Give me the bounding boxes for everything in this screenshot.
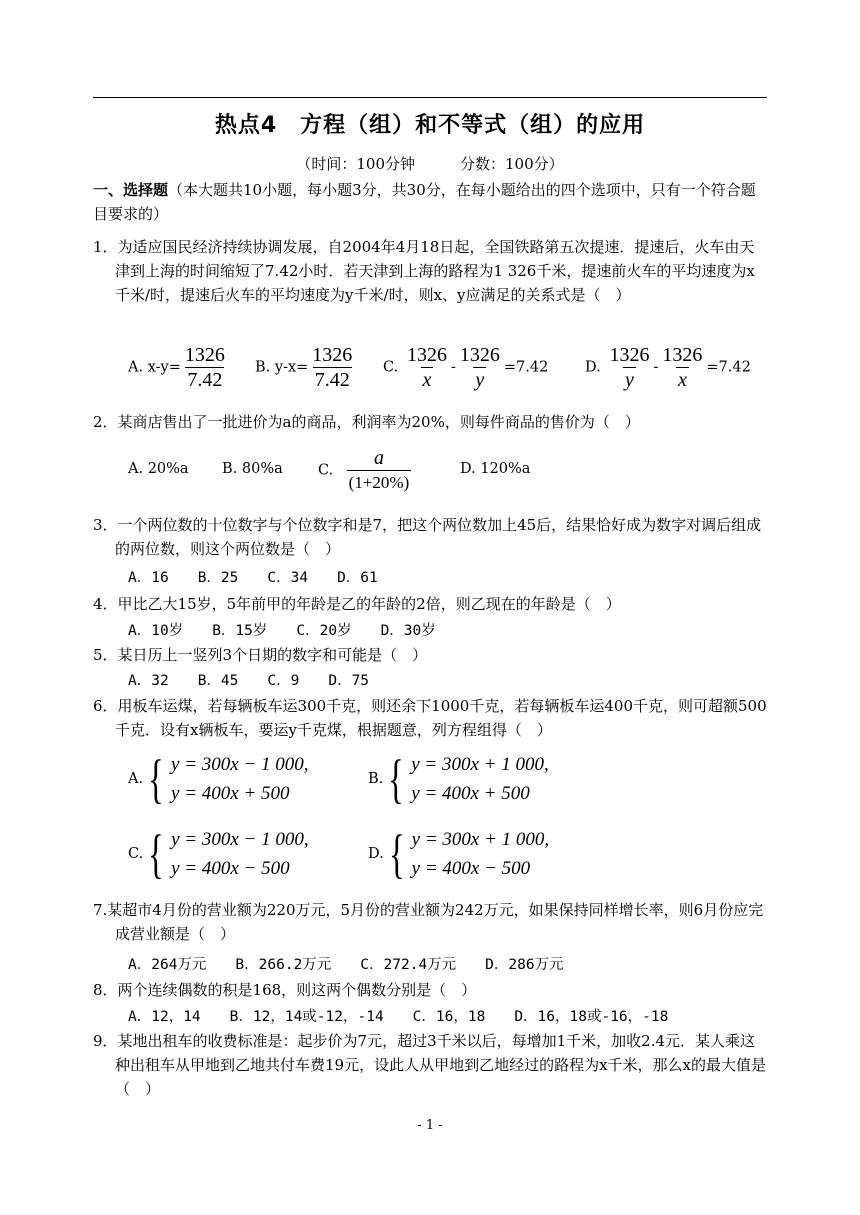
question-9: 9．某地出租车的收费标准是：起步价为7元，超过3千米以后，每增加1千米，加收2.4元．某人乘这种出租车从甲地到乙地共付车费19元，设此人从甲地到乙地经过的路程为x千米，那么x的最大值是（ ） [93, 1032, 767, 1098]
q6-option-a: A. { y = 300x − 1 000, y = 400x + 500 [128, 749, 309, 809]
left-brace-icon: { [148, 824, 164, 884]
section-title: 一、选择题 [93, 181, 169, 199]
question-4: 4．甲比乙大15岁，5年前甲的年龄是乙的年龄的2倍，则乙现在的年龄是（ ） [93, 595, 621, 613]
q2-option-d: D. 120%a [460, 461, 531, 477]
q4-options: A．10岁 B．15岁 C．20岁 D．30岁 [128, 623, 436, 639]
page-subtitle: （时间：100分钟 分数：100分） [296, 155, 564, 173]
page-number: - 1 - [417, 1118, 443, 1133]
section-desc: （本大题共10小题，每小题3分，共30分，在每小题给出的四个选项中，只有一个符合题目要求的） [93, 181, 756, 223]
question-8: 8．两个连续偶数的积是168，则这两个偶数分别是（ ） [93, 981, 477, 999]
question-5: 5．某日历上一竖列3个日期的数字和可能是（ ） [93, 646, 428, 664]
page-title: 热点4 方程（组）和不等式（组）的应用 [214, 113, 646, 138]
question-6: 6．用板车运煤，若每辆板车运300千克，则还余下1000千克，若每辆板车运400千克，则可超额500千克．设有x辆板车，要运y千克煤，根据题意，列方程组得（ ） [93, 697, 767, 739]
q6-option-c: C. { y = 300x − 1 000, y = 400x − 500 [128, 824, 309, 884]
question-2: 2．某商店售出了一批进价为a的商品，利润率为20%，则每件商品的售价为（ ） [93, 413, 640, 431]
q2-option-a: A. 20%a [128, 461, 189, 477]
section-heading [93, 178, 769, 226]
q1-option-b: B. y-x= $\frac{1326}{7.42}$ [255, 344, 353, 391]
q6-option-b: B. { y = 300x + 1 000, y = 400x + 500 [368, 749, 549, 809]
q2-option-b: B. 80%a [222, 461, 283, 477]
q3-options: A．16 B．25 C．34 D．61 [128, 570, 378, 586]
q2-option-c: C. $\frac{a}{(1+20\%)}$ [318, 446, 420, 495]
header-rule [93, 97, 767, 98]
q6-option-d: D. { y = 300x + 1 000, y = 400x − 500 [368, 824, 550, 884]
q5-options: A．32 B．45 C．9 D．75 [128, 673, 370, 689]
q1-option-a: A. x-y= $\frac{1326}{7.42}$ [128, 344, 225, 391]
question-1: 1．为适应国民经济持续协调发展，自2004年4月18日起，全国铁路第五次提速．提速后，火车由天津到上海的时间缩短了7.42小时．若天津到上海的路程为1 326千米，提速前火车的平均速度为x千米/时，提速后火车的平均速度为y千米/时，则x、y应满足的关系式是（ ） [93, 238, 755, 304]
q1-option-c: C. $\frac{1326}{x}$ - $\frac{1326}{y}$ =7.42 [383, 344, 549, 391]
left-brace-icon: { [148, 749, 164, 809]
question-7: 7.某超市4月份的营业额为220万元，5月份的营业额为242万元，如果保持同样增长率，则6月份应完成营业额是（ ） [93, 901, 764, 943]
q8-options: A．12，14 B．12，14或-12，-14 C．16，18 D．16，18或-16，-18 [128, 1009, 669, 1025]
question-3: 3．一个两位数的十位数字与个位数字和是7，把这个两位数加上45后，结果恰好成为数字对调后组成的两位数，则这个两位数是（ ） [93, 516, 762, 558]
q1-option-d: D. $\frac{1326}{y}$ - $\frac{1326}{x}$ =7.42 [585, 344, 751, 391]
left-brace-icon: { [388, 749, 405, 809]
left-brace-icon: { [388, 824, 405, 884]
q7-options: A．264万元 B．266.2万元 C．272.4万元 D．286万元 [128, 957, 564, 973]
